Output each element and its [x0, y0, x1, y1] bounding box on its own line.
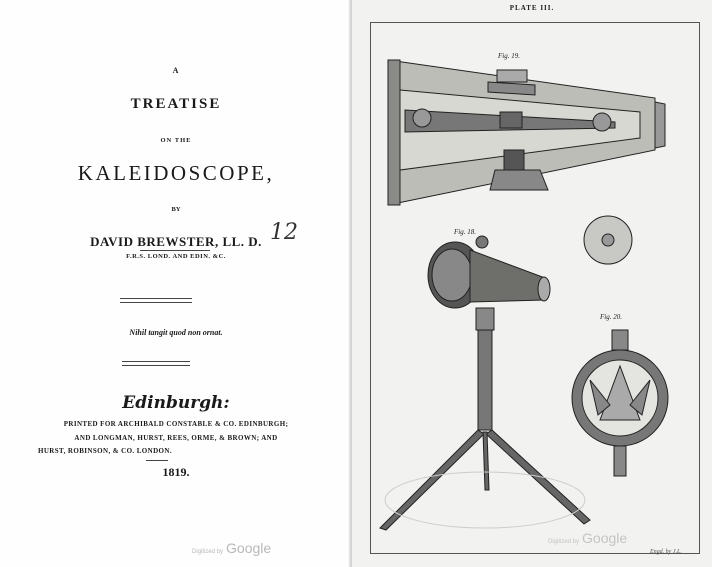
- title-connector: ON THE: [160, 137, 192, 144]
- figure-19-label: Fig. 19.: [498, 52, 520, 60]
- imprint-line-2: AND LONGMAN, HURST, REES, ORME, & BROWN; AND: [74, 433, 278, 442]
- title-article: A: [172, 66, 180, 75]
- figure-18-label: Fig. 18.: [454, 228, 476, 236]
- watermark-right: Digitized by Google: [548, 530, 628, 546]
- imprint-line-1: PRINTED FOR ARCHIBALD CONSTABLE & CO. EDINBURGH;: [63, 420, 289, 428]
- engraver-credit: Engd. by J.L.: [650, 549, 682, 555]
- watermark-left: Digitized by Google: [192, 540, 272, 556]
- motto: Nihil tangit quod non ornat.: [129, 328, 223, 337]
- plate-heading: PLATE III.: [509, 4, 555, 12]
- figure-19-tube: [388, 60, 665, 205]
- figure-20-mount: [572, 330, 668, 476]
- title-line-1: TREATISE: [130, 96, 222, 112]
- publication-year: 1819.: [162, 465, 190, 479]
- by-line: BY: [171, 206, 181, 213]
- author-credentials: F.R.S. LOND. AND EDIN. &C.: [126, 253, 226, 260]
- handwritten-note: 12: [270, 220, 298, 245]
- title-line-2: KALEIDOSCOPE,: [77, 161, 275, 185]
- imprint-line-3: HURST, ROBINSON, & CO. LONDON.: [38, 447, 172, 455]
- imprint-city: Edinburgh:: [122, 393, 230, 413]
- figure-20-label: Fig. 20.: [600, 313, 622, 321]
- author-name: DAVID BREWSTER, LL. D.: [90, 234, 262, 249]
